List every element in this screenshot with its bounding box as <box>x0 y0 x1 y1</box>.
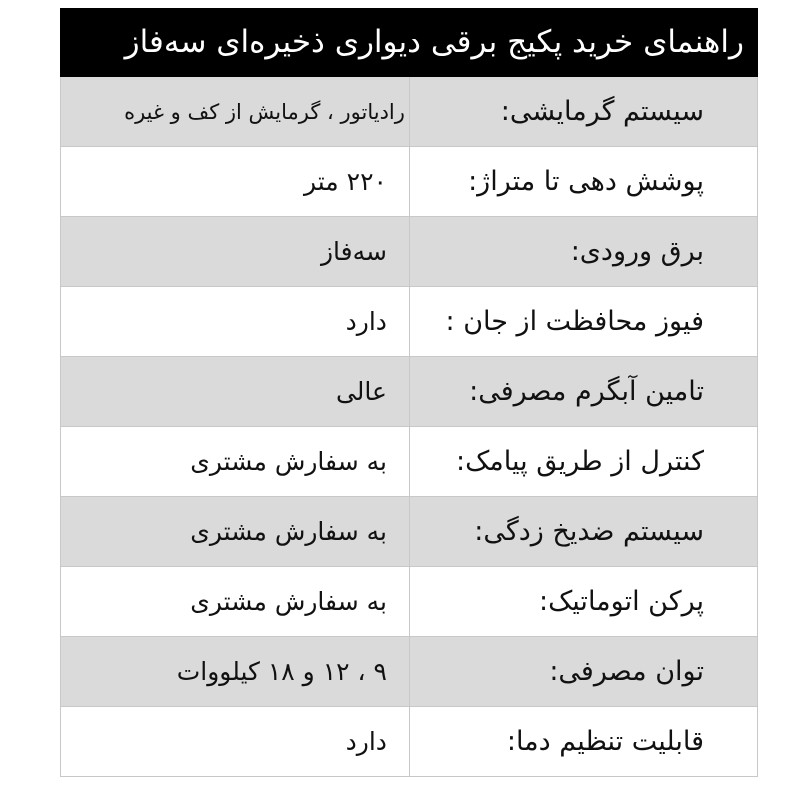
row-value: دارد <box>345 307 387 336</box>
row-value: دارد <box>345 727 387 756</box>
row-value: سه‌فاز <box>320 237 387 266</box>
row-label: کنترل از طریق پیامک: <box>409 427 757 496</box>
table-row <box>61 427 757 497</box>
row-label: پوشش دهی تا متراژ: <box>409 147 757 216</box>
row-label: فیوز محافظت از جان : <box>409 287 757 356</box>
table-title: راهنمای خرید پکیج برقی دیواری ذخیره‌ای سه‌فاز <box>60 8 758 77</box>
row-label: برق ورودی: <box>409 217 757 286</box>
table-row <box>61 77 757 147</box>
row-value: عالی <box>335 377 387 406</box>
row-label: سیستم گرمایشی: <box>409 77 757 146</box>
table-body <box>60 77 758 777</box>
row-value: ۹ ، ۱۲ و ۱۸ کیلووات <box>176 657 387 686</box>
table-row <box>61 147 757 217</box>
table-row <box>61 497 757 567</box>
row-label: قابلیت تنظیم دما: <box>409 707 757 776</box>
table-row <box>61 707 757 777</box>
row-value: ۲۲۰ متر <box>303 167 387 196</box>
table-row <box>61 287 757 357</box>
table-row <box>61 357 757 427</box>
row-value: به سفارش مشتری <box>190 587 387 616</box>
table-row <box>61 637 757 707</box>
spec-table <box>60 8 758 777</box>
row-label: پرکن اتوماتیک: <box>409 567 757 636</box>
row-label: سیستم ضدیخ زدگی: <box>409 497 757 566</box>
row-value: به سفارش مشتری <box>190 517 387 546</box>
row-label: تامین آبگرم مصرفی: <box>409 357 757 426</box>
table-row <box>61 567 757 637</box>
table-row <box>61 217 757 287</box>
row-value: رادیاتور ، گرمایش از کف و غیره <box>124 99 405 124</box>
row-label: توان مصرفی: <box>409 637 757 706</box>
row-value: به سفارش مشتری <box>190 447 387 476</box>
